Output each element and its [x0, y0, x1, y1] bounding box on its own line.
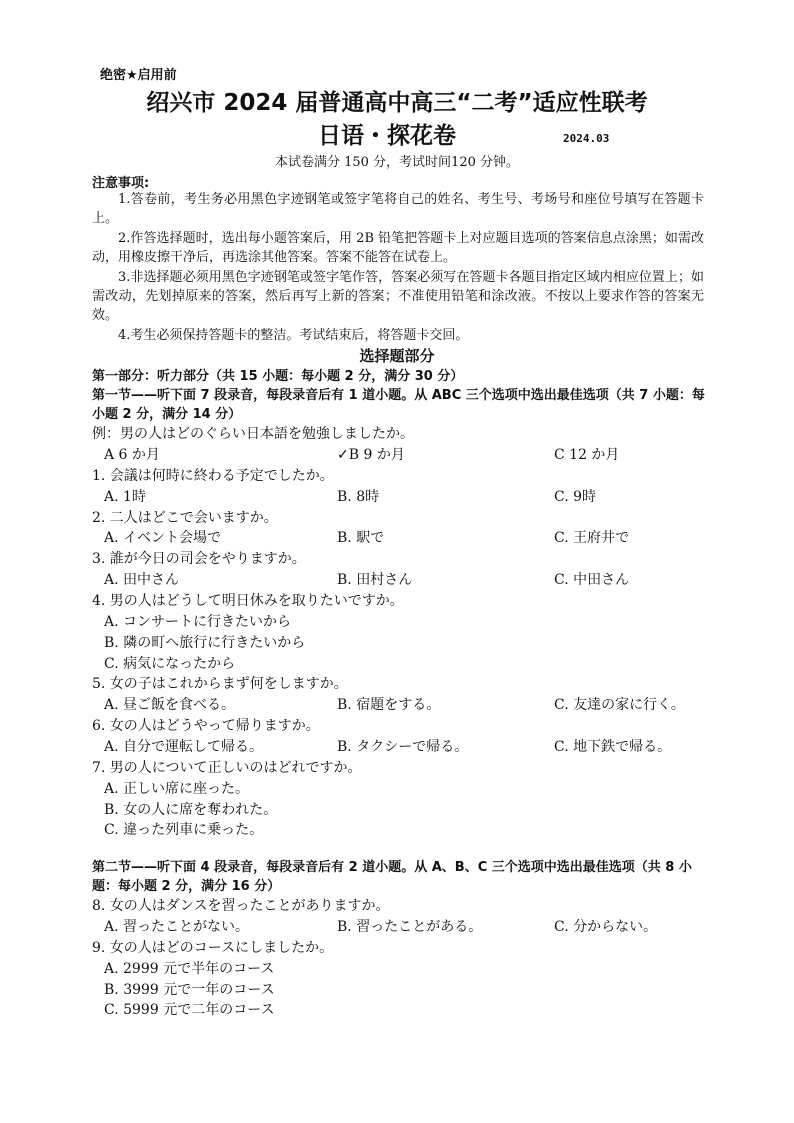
question-1: 1. 会議は何時に終わる予定でしたか。 — [92, 467, 334, 484]
option-c: C. 5999 元で二年のコース — [104, 1002, 275, 1019]
option-b: B. タクシーで帰る。 — [337, 738, 469, 755]
question-9: 9. 女の人はどのコースにしましたか。 — [92, 939, 334, 956]
note-item: 3.非选择题必须用黑色字迹钢笔或签字笔作答，答案必须写在答题卡各题目指定区域内相应位置上；如需改动，先划掉原来的答案，然后再写上新的答案；不准使用铅笔和涂改液。不按以上要求作答的答案无效。 — [92, 269, 704, 324]
listening-part — [92, 367, 712, 1021]
exam-date: 2024.03 — [563, 132, 610, 145]
question-2-options — [92, 528, 712, 549]
option-a: A. 1時 — [104, 488, 146, 505]
confidential-mark: 绝密★启用前 — [100, 68, 177, 83]
option-c: C. 中田さん — [554, 572, 630, 589]
example-question: 例：男の人はどのぐらい日本語を勉強しましたか。 — [92, 426, 414, 442]
option-a: A. 習ったことがない。 — [104, 918, 250, 935]
note-item: 4.考生必须保持答题卡的整洁。考试结束后，将答题卡交回。 — [118, 327, 469, 343]
option-c: C. 王府井で — [554, 530, 630, 547]
part1-heading: 第一部分：听力部分（共 15 小题：每小题 2 分，满分 30 分） — [92, 369, 464, 384]
question-1-options — [92, 487, 712, 508]
option-b: B. 田村さん — [337, 572, 413, 589]
option-c: C. 地下鉄で帰る。 — [554, 738, 672, 755]
option-b: B. 宿題をする。 — [337, 697, 441, 714]
option-a: A. 昼ご飯を食べる。 — [104, 697, 236, 714]
exam-info: 本试卷满分 150 分，考试时间120 分钟。 — [274, 155, 520, 170]
section2-heading: 第二节——听下面 4 段录音，每段录音后有 2 道小题。从 A、B、C 三个选项中选出最佳选项（共 8 小题：每小题 2 分，满分 16 分） — [92, 860, 692, 895]
question-3-options — [92, 570, 712, 591]
option-c: C. 友達の家に行く。 — [554, 697, 685, 714]
question-3: 3. 誰が今日の司会をやりますか。 — [92, 551, 306, 568]
option-b: B. 習ったことがある。 — [337, 918, 483, 935]
option-b: B. 3999 元で一年のコース — [104, 981, 275, 998]
option-c: C. 違った列車に乗った。 — [104, 822, 264, 839]
option-b: B. 隣の町へ旅行に行きたいから — [104, 634, 306, 651]
option-b: B. 女の人に席を奪われた。 — [104, 801, 278, 818]
option-b: B. 駅で — [337, 530, 385, 547]
option-c: C. 分からない。 — [554, 918, 658, 935]
note-item: 1.答卷前，考生务必用黑色字迹钢笔或签字笔将自己的姓名、考生号、考场号和座位号填写在答题卡上。 — [92, 192, 704, 227]
example-options — [92, 445, 712, 466]
question-5-options — [92, 695, 712, 716]
option-a: A 6 か月 — [104, 446, 160, 463]
option-c: C. 病気になったから — [104, 655, 236, 672]
exam-title: 绍兴市 2024 届普通高中高三“二考”适应性联考 — [146, 90, 648, 116]
section-title: 选择题部分 — [359, 347, 435, 365]
question-5: 5. 女の子はこれからまず何をしますか。 — [92, 676, 348, 693]
option-c: C 12 か月 — [554, 446, 620, 463]
option-a: A. 自分で運転して帰る。 — [104, 738, 264, 755]
question-8-options — [92, 917, 712, 938]
option-a: A. 正しい席に座った。 — [104, 780, 250, 797]
question-6: 6. 女の人はどうやって帰りますか。 — [92, 718, 320, 735]
question-8: 8. 女の人はダンスを習ったことがありますか。 — [92, 898, 390, 915]
question-2: 2. 二人はどこで会いますか。 — [92, 509, 278, 526]
option-a: A. 田中さん — [104, 572, 180, 589]
option-a: A. コンサートに行きたいから — [104, 613, 292, 630]
option-b-checked: ✓B 9 か月 — [337, 446, 405, 463]
question-7: 7. 男の人について正しいのはどれですか。 — [92, 759, 362, 776]
exam-subtitle: 日语・探花卷 — [318, 123, 456, 149]
section1-heading: 第一节——听下面 7 段录音，每段录音后有 1 道小题。从 ABC 三个选项中选出最佳选项（共 7 小题：每小题 2 分，满分 14 分） — [92, 388, 705, 422]
notes-heading: 注意事项: — [92, 176, 150, 191]
notes-list — [92, 190, 704, 345]
question-4: 4. 男の人はどうして明日休みを取りたいですか。 — [92, 593, 404, 610]
option-a: A. 2999 元で半年のコース — [104, 960, 275, 977]
option-a: A. イベント会場で — [104, 530, 222, 547]
option-b: B. 8時 — [337, 488, 380, 505]
question-6-options — [92, 737, 712, 758]
spacer — [92, 841, 712, 858]
option-c: C. 9時 — [554, 488, 597, 505]
note-item: 2.作答选择题时，选出每小题答案后，用 2B 铅笔把答题卡上对应题目选项的答案信息点涂黑；如需改动，用橡皮擦干净后，再选涂其他答案。答案不能答在试卷上。 — [92, 230, 704, 266]
